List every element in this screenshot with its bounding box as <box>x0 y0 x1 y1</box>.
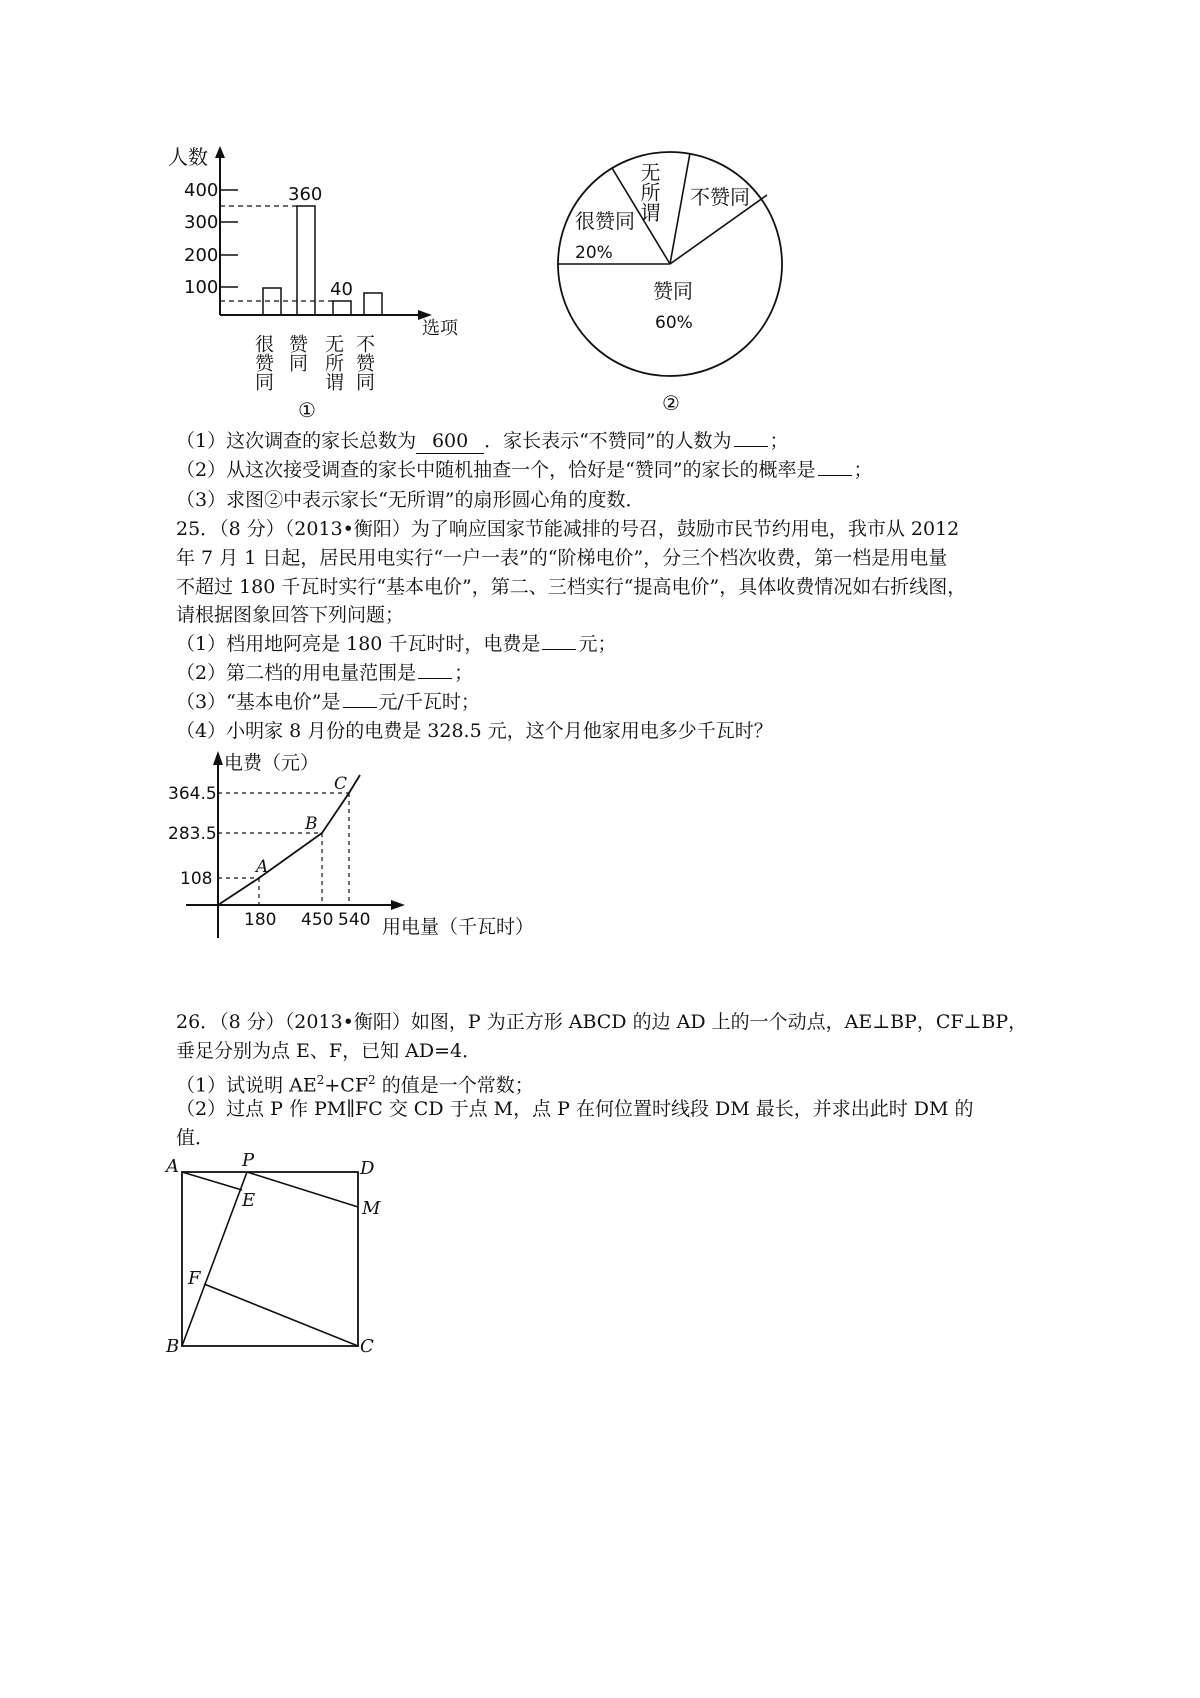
line-x-arrow <box>391 900 405 910</box>
line-curve <box>218 775 360 905</box>
q26-sub1: （1）试说明 $AE^2+CF^2$ 的值是一个常数； <box>176 1073 534 1097</box>
line-x-value-450: 450 <box>301 910 334 930</box>
segment-ae <box>182 1172 242 1190</box>
bar-category-label: 不赞同 <box>353 334 375 391</box>
q25-sub1: （1）档用地阿亮是 180 千瓦时时，电费是 元； <box>176 633 617 655</box>
bar-wusuowei <box>333 301 351 315</box>
segment-bp <box>182 1172 247 1346</box>
label-F: F <box>188 1268 201 1289</box>
label-E: E <box>242 1190 256 1211</box>
bar-tick-300: 300 <box>184 212 219 233</box>
q24-sub1-answer: 600 <box>416 429 484 454</box>
square-figure <box>160 1152 400 1362</box>
bar-value-label-40: 40 <box>330 279 353 300</box>
q26-sub2-line1: （2）过点 P 作 PM∥FC 交 CD 于点 M，点 P 在何位置时线段 DM 最长，并求出此时 DM 的 <box>176 1098 974 1120</box>
pie-label-hen-zantong: 很赞同 <box>575 209 635 233</box>
line-point-B: B <box>305 814 318 834</box>
line-point-C: C <box>334 774 348 794</box>
label-C: C <box>360 1336 374 1357</box>
q25-sub1-blank <box>542 649 576 650</box>
pie-chart-figure <box>545 140 795 430</box>
line-x-axis-label: 用电量（千瓦时） <box>382 916 535 938</box>
pie-percent-hen-zantong: 20% <box>575 243 613 263</box>
bar-category-label: 赞同 <box>286 334 308 372</box>
q24-sub2: （2）从这次接受调查的家长中随机抽查一个，恰好是“赞同”的家长的概率是 ； <box>176 459 873 481</box>
bar-caption: ① <box>298 398 316 422</box>
bar-tick-100: 100 <box>184 277 219 298</box>
bar-bu-zantong <box>364 293 382 315</box>
q24-sub3: （3）求图②中表示家长“无所谓”的扇形圆心角的度数． <box>176 489 645 511</box>
bar-tick-400: 400 <box>184 180 219 201</box>
line-y-value-364.5: 364.5 <box>168 784 217 804</box>
line-x-value-180: 180 <box>244 910 277 930</box>
bar-tick-200: 200 <box>184 245 219 266</box>
q26-stem-line2: 垂足分别为点 E、F，已知 AD=4． <box>176 1040 482 1062</box>
segment-pm <box>247 1172 358 1207</box>
pie-percent-zantong: 60% <box>655 313 693 333</box>
pie-caption: ② <box>662 391 680 415</box>
line-y-value-108: 108 <box>180 869 213 889</box>
bar-value-label-360: 360 <box>288 184 323 205</box>
q24-sub2-blank <box>818 475 852 476</box>
q26-stem-line1: 26．（8 分）（2013•衡阳）如图，P 为正方形 ABCD 的边 AD 上的一个动点，AE⊥BP，CF⊥BP， <box>176 1011 1028 1033</box>
line-point-A: A <box>256 857 269 877</box>
q26-sub2-line2: 值． <box>176 1127 215 1149</box>
electricity-line-figure <box>160 745 560 945</box>
q25-sub3: （3）“基本电价”是 元/千瓦时； <box>176 691 480 713</box>
segment-fc <box>204 1284 358 1346</box>
q25-stem-line2: 年 7 月 1 日起，居民用电实行“一户一表”的“阶梯电价”，分三个档次收费，第一档是用电量 <box>176 547 948 569</box>
bar-y-arrow <box>215 146 225 158</box>
bar-chart-figure <box>160 140 480 430</box>
pie-label-zantong: 赞同 <box>653 279 693 303</box>
q25-sub2: （2）第二档的用电量范围是 ； <box>176 662 474 684</box>
q25-sub2-blank <box>418 678 452 679</box>
bar-category-label: 无所谓 <box>322 334 344 391</box>
line-guides <box>218 793 349 905</box>
pie-divider <box>670 153 690 264</box>
bar-zantong <box>297 206 315 315</box>
line-y-value-283.5: 283.5 <box>168 824 217 844</box>
line-y-axis-label: 电费（元） <box>224 752 320 774</box>
bar-y-axis-label: 人数 <box>168 145 208 169</box>
bar-x-axis-label: 选项 <box>422 318 458 339</box>
q24-sub1-blank <box>734 446 768 447</box>
pie-label-bu-zantong: 不赞同 <box>690 185 750 209</box>
q25-stem-line1: 25．（8 分）（2013•衡阳）为了响应国家节能减排的号召，鼓励市民节约用电，我市从 2012 <box>176 518 960 540</box>
bar-category-label: 很赞同 <box>252 334 274 391</box>
pie-label-wusuowei: 无所谓 <box>637 162 661 222</box>
line-y-arrow <box>213 751 223 765</box>
label-M: M <box>362 1198 381 1219</box>
label-B: B <box>166 1336 180 1357</box>
label-A: A <box>166 1156 179 1177</box>
q25-stem-line3: 不超过 180 千瓦时实行“基本电价”，第二、三档实行“提高电价”，具体收费情况如右折线图， <box>176 576 967 598</box>
q25-stem-line4: 请根据图象回答下列问题； <box>176 604 405 626</box>
q25-sub3-blank <box>343 707 377 708</box>
label-D: D <box>360 1158 375 1179</box>
line-x-value-540: 540 <box>338 910 371 930</box>
q25-sub4: （4）小明家 8 月份的电费是 328.5 元，这个月他家用电多少千瓦时？ <box>176 720 773 742</box>
bar-y-ticks <box>220 190 238 287</box>
q24-sub1: （1）这次调查的家长总数为 600 ．家长表示“不赞同”的人数为 ； <box>176 430 789 452</box>
label-P: P <box>242 1152 255 1171</box>
